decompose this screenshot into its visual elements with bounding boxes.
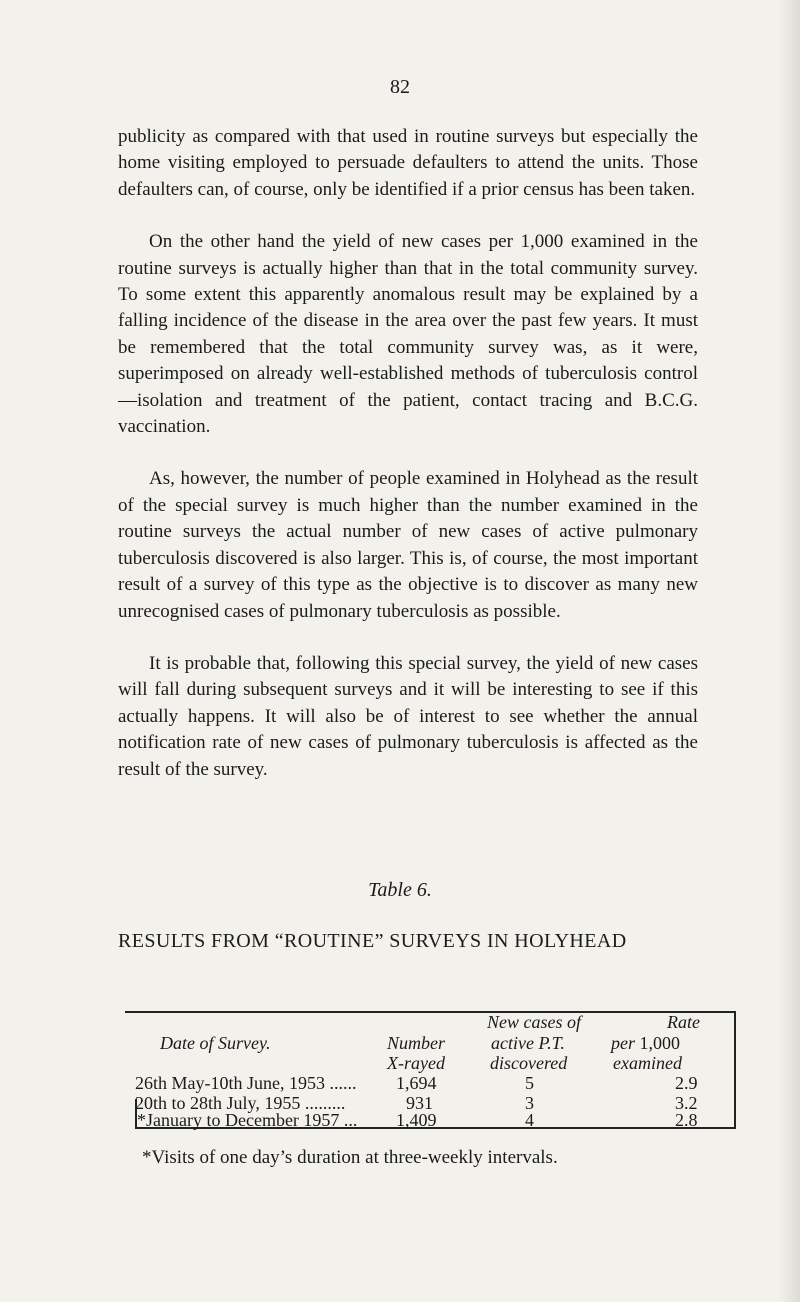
table-label: Table 6. <box>368 879 432 901</box>
header-new-cases-line1: New cases of <box>487 1012 581 1032</box>
paragraph-3: As, however, the number of people examined in Holyhead as the result of the special survey is much higher than the number examined in the routine surveys the actual number of new cases of active pulmonary tuberculosis discovered is also larger. This is, of course, the most important result of a survey of this type as the objective is to discover as many new unrecognised cases of pulmonary tuberculosis as possible. <box>118 468 698 622</box>
row2-rate: 3.2 <box>675 1093 698 1113</box>
header-rate-line2: per 1,000 <box>611 1033 680 1053</box>
row1-rate: 2.9 <box>675 1073 698 1093</box>
table-title: RESULTS FROM “ROUTINE” SURVEYS IN HOLYHEAD <box>118 930 627 952</box>
header-date: Date of Survey. <box>160 1033 271 1053</box>
results-table <box>125 1011 736 1129</box>
row2-date: 20th to 28th July, 1955 ......... <box>135 1093 346 1113</box>
row3-new-cases: 4 <box>525 1110 534 1130</box>
paragraph-1: publicity as compared with that used in routine surveys but especially the home visiting employed to persuade defaulters to attend the units. Those defaulters can, of course, only be identified if a prior census has been taken. <box>118 126 698 200</box>
page-edge-shadow <box>778 0 800 1302</box>
table-right-rule <box>734 1011 736 1129</box>
row3-number: 1,409 <box>396 1110 437 1130</box>
header-number-line1: Number <box>387 1033 445 1053</box>
body-text <box>118 124 698 809</box>
row2-new-cases: 3 <box>525 1093 534 1113</box>
header-number-line2: X-rayed <box>387 1053 445 1073</box>
row3-date: *January to December 1957 ... <box>137 1110 358 1130</box>
table-top-rule <box>125 1011 736 1013</box>
header-new-cases-line3: discovered <box>490 1053 568 1073</box>
row1-number: 1,694 <box>396 1073 437 1093</box>
table-footnote: *Visits of one day’s duration at three-weekly intervals. <box>142 1147 558 1168</box>
row1-new-cases: 5 <box>525 1073 534 1093</box>
paragraph-2: On the other hand the yield of new cases per 1,000 examined in the routine surveys is actually higher than that in the total community survey. To some extent this apparently anomalous result may be explained by a falling incidence of the disease in the area over the past few years. It must be remembered that the total community survey was, as it were, superimposed on already well-established methods of tuberculosis control—isolation and treatment of the patient, contact tracing and B.C.G. vaccination. <box>118 231 698 438</box>
header-rate-line1: Rate <box>667 1012 700 1032</box>
page-number: 82 <box>390 76 410 98</box>
row1-date: 26th May-10th June, 1953 ...... <box>135 1073 357 1093</box>
header-new-cases-line2: active P.T. <box>491 1033 565 1053</box>
paragraph-4: It is probable that, following this special survey, the yield of new cases will fall during subsequent surveys and it will be interesting to see if this actually happens. It will also be of interest to see whether the annual notification rate of new cases of pulmonary tuberculosis is affected as the result of the survey. <box>118 652 698 780</box>
header-rate-line3: examined <box>613 1053 682 1073</box>
row2-number: 931 <box>406 1093 433 1113</box>
row3-rate: 2.8 <box>675 1110 698 1130</box>
